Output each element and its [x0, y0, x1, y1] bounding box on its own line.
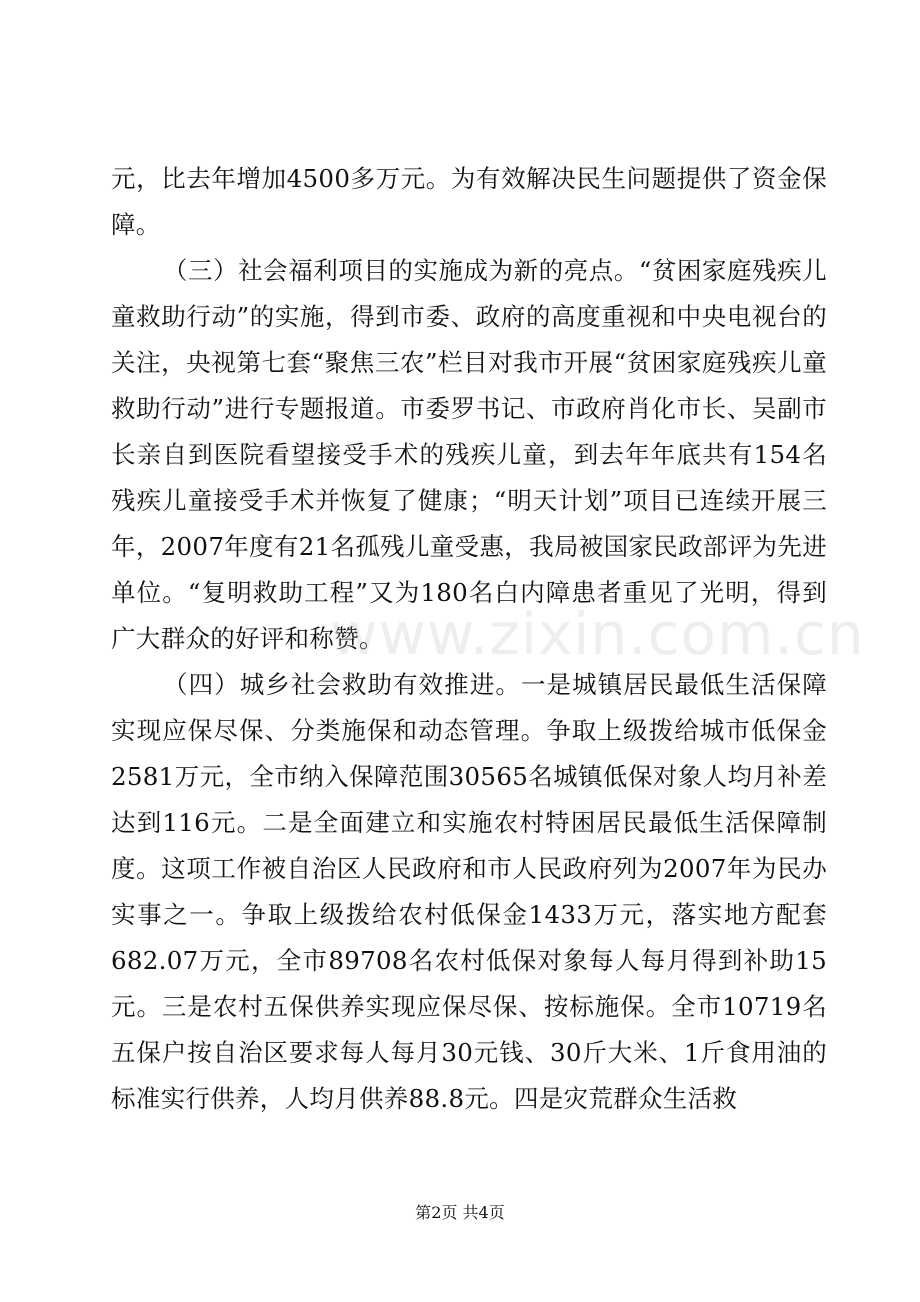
paragraph-section-3: （三）社会福利项目的实施成为新的亮点。“贫困家庭残疾儿童救助行动”的实施，得到市委、政府的高度重视和中央电视台的关注，央视第七套“聚焦三农”栏目对我市开展“贫困家庭残疾儿童救助行动”进行专题报道。市委罗书记、市政府肖化市长、吴副市长亲自到医院看望接受手术的残疾儿童，到去年年底共有154名残疾儿童接受手术并恢复了健康；“明天计划”项目已连续开展三年，2007年度有21名孤残儿童受惠，我局被国家民政部评为先进单位。“复明救助工程”又为180名白内障患者重见了光明，得到广大群众的好评和称赞。	[111, 256, 827, 653]
watermark: www.zixin.com.cn	[330, 600, 865, 668]
page-number-label: 第2页 共4页	[415, 1203, 505, 1222]
paragraph-section-4: （四）城乡社会救助有效推进。一是城镇居民最低生活保障实现应保尽保、分类施保和动态管理。争取上级拨给城市低保金2581万元，全市纳入保障范围30565名城镇低保对象人均月补差达到116元。二是全面建立和实施农村特困居民最低生活保障制度。这项工作被自治区人民政府和市人民政府列为2007年为民办实事之一。争取上级拨给农村低保金1433万元，落实地方配套682.07万元，全市89708名农村低保对象每人每月得到补助15元。三是农村五保供养实现应保尽保、按标施保。全市10719名五保户按自治区要求每人每月30元钱、30斤大米、1斤食用油的标准实行供养，人均月供养88.8元。四是灾荒群众生活救	[111, 670, 827, 1113]
paragraph-continuation: 元，比去年增加4500多万元。为有效解决民生问题提供了资金保障。	[111, 164, 827, 239]
page-footer	[0, 1200, 920, 1223]
document-body	[111, 156, 827, 1122]
